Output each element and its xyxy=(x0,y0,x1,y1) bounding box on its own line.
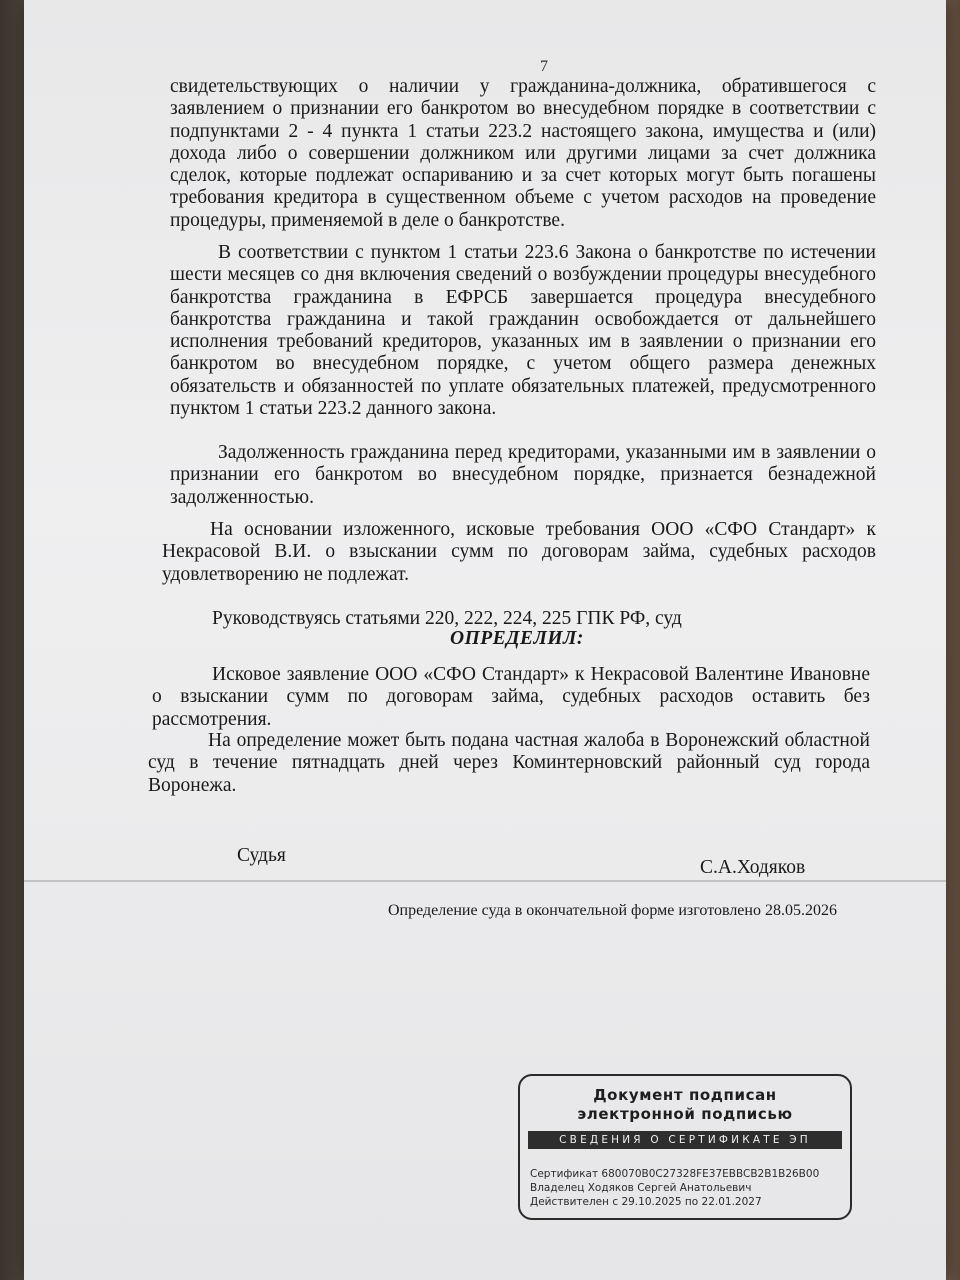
certificate-number: Сертификат 680070B0C27328FE37EBBCB2B1B26B00 xyxy=(530,1168,820,1180)
page-fold-line xyxy=(24,880,946,882)
electronic-signature-stamp xyxy=(518,1074,852,1220)
body-paragraph-4: На основании изложенного, исковые требования ООО «СФО Стандарт» к Некрасовой В.И. о взыскании сумм по договорам займа, судебных расходов удовлетворению не подлежат. xyxy=(162,519,876,585)
stamp-title-line-1: Документ подписан xyxy=(593,1086,777,1104)
body-paragraph-1: свидетельствующих о наличии у гражданина-должника, обратившегося с заявлением о признании его банкротом во внесудебном порядке в соответствии с подпунктами 2 - 4 пункта 1 статьи 223.2 настоящего закона, имущества и (или) дохода либо о совершении должником или другими лицами за счет должника сделок, которые подлежат оспариванию и за счет которых могут быть погашены требования кредитора в существенном объеме с учетом расходов на проведение процедуры, применяемой в деле о банкротстве. xyxy=(170,76,876,231)
judge-name: С.А.Ходяков xyxy=(700,857,806,878)
certificate-info-bar: СВЕДЕНИЯ О СЕРТИФИКАТЕ ЭП xyxy=(528,1131,842,1149)
body-paragraph-3: Задолженность гражданина перед кредиторами, указанными им в заявлении о признании его банкротом во внесудебном порядке, признается безнадежной задолженностью. xyxy=(170,442,876,508)
stamp-title xyxy=(520,1086,850,1124)
page-number: 7 xyxy=(540,58,548,75)
final-form-note: Определение суда в окончательной форме изготовлено 28.05.2026 xyxy=(388,902,837,919)
appeal-paragraph: На определение может быть подана частная жалоба в Воронежский областной суд в течение пятнадцать дней через Коминтерновский районный суд города Воронежа. xyxy=(148,730,870,796)
decision-heading: ОПРЕДЕЛИЛ: xyxy=(450,628,584,649)
ruling-paragraph: Исковое заявление ООО «СФО Стандарт» к Некрасовой Валентине Ивановне о взыскании сумм по договорам займа, судебных расходов оставить без рассмотрения. xyxy=(152,664,870,730)
certificate-owner: Владелец Ходяков Сергей Анатольевич xyxy=(530,1182,752,1194)
judge-label: Судья xyxy=(237,845,286,866)
certificate-validity: Действителен с 29.10.2025 по 22.01.2027 xyxy=(530,1196,762,1208)
body-paragraph-2: В соответствии с пунктом 1 статьи 223.6 Закона о банкротстве по истечении шести месяцев со дня включения сведений о возбуждении процедуры внесудебного банкротства гражданина в ЕФРСБ завершается процедура внесудебного банкротства гражданина и такой гражданин освобождается от дальнейшего исполнения требований кредиторов, указанных им в заявлении о признании его банкротом во внесудебном порядке, с учетом общего размера денежных обязательств и обязанностей по уплате обязательных платежей, предусмотренного пунктом 1 статьи 223.2 данного закона. xyxy=(170,242,876,420)
guided-by-line: Руководствуясь статьями 220, 222, 224, 225 ГПК РФ, суд xyxy=(212,608,682,629)
stamp-title-line-2: электронной подписью xyxy=(577,1105,793,1123)
